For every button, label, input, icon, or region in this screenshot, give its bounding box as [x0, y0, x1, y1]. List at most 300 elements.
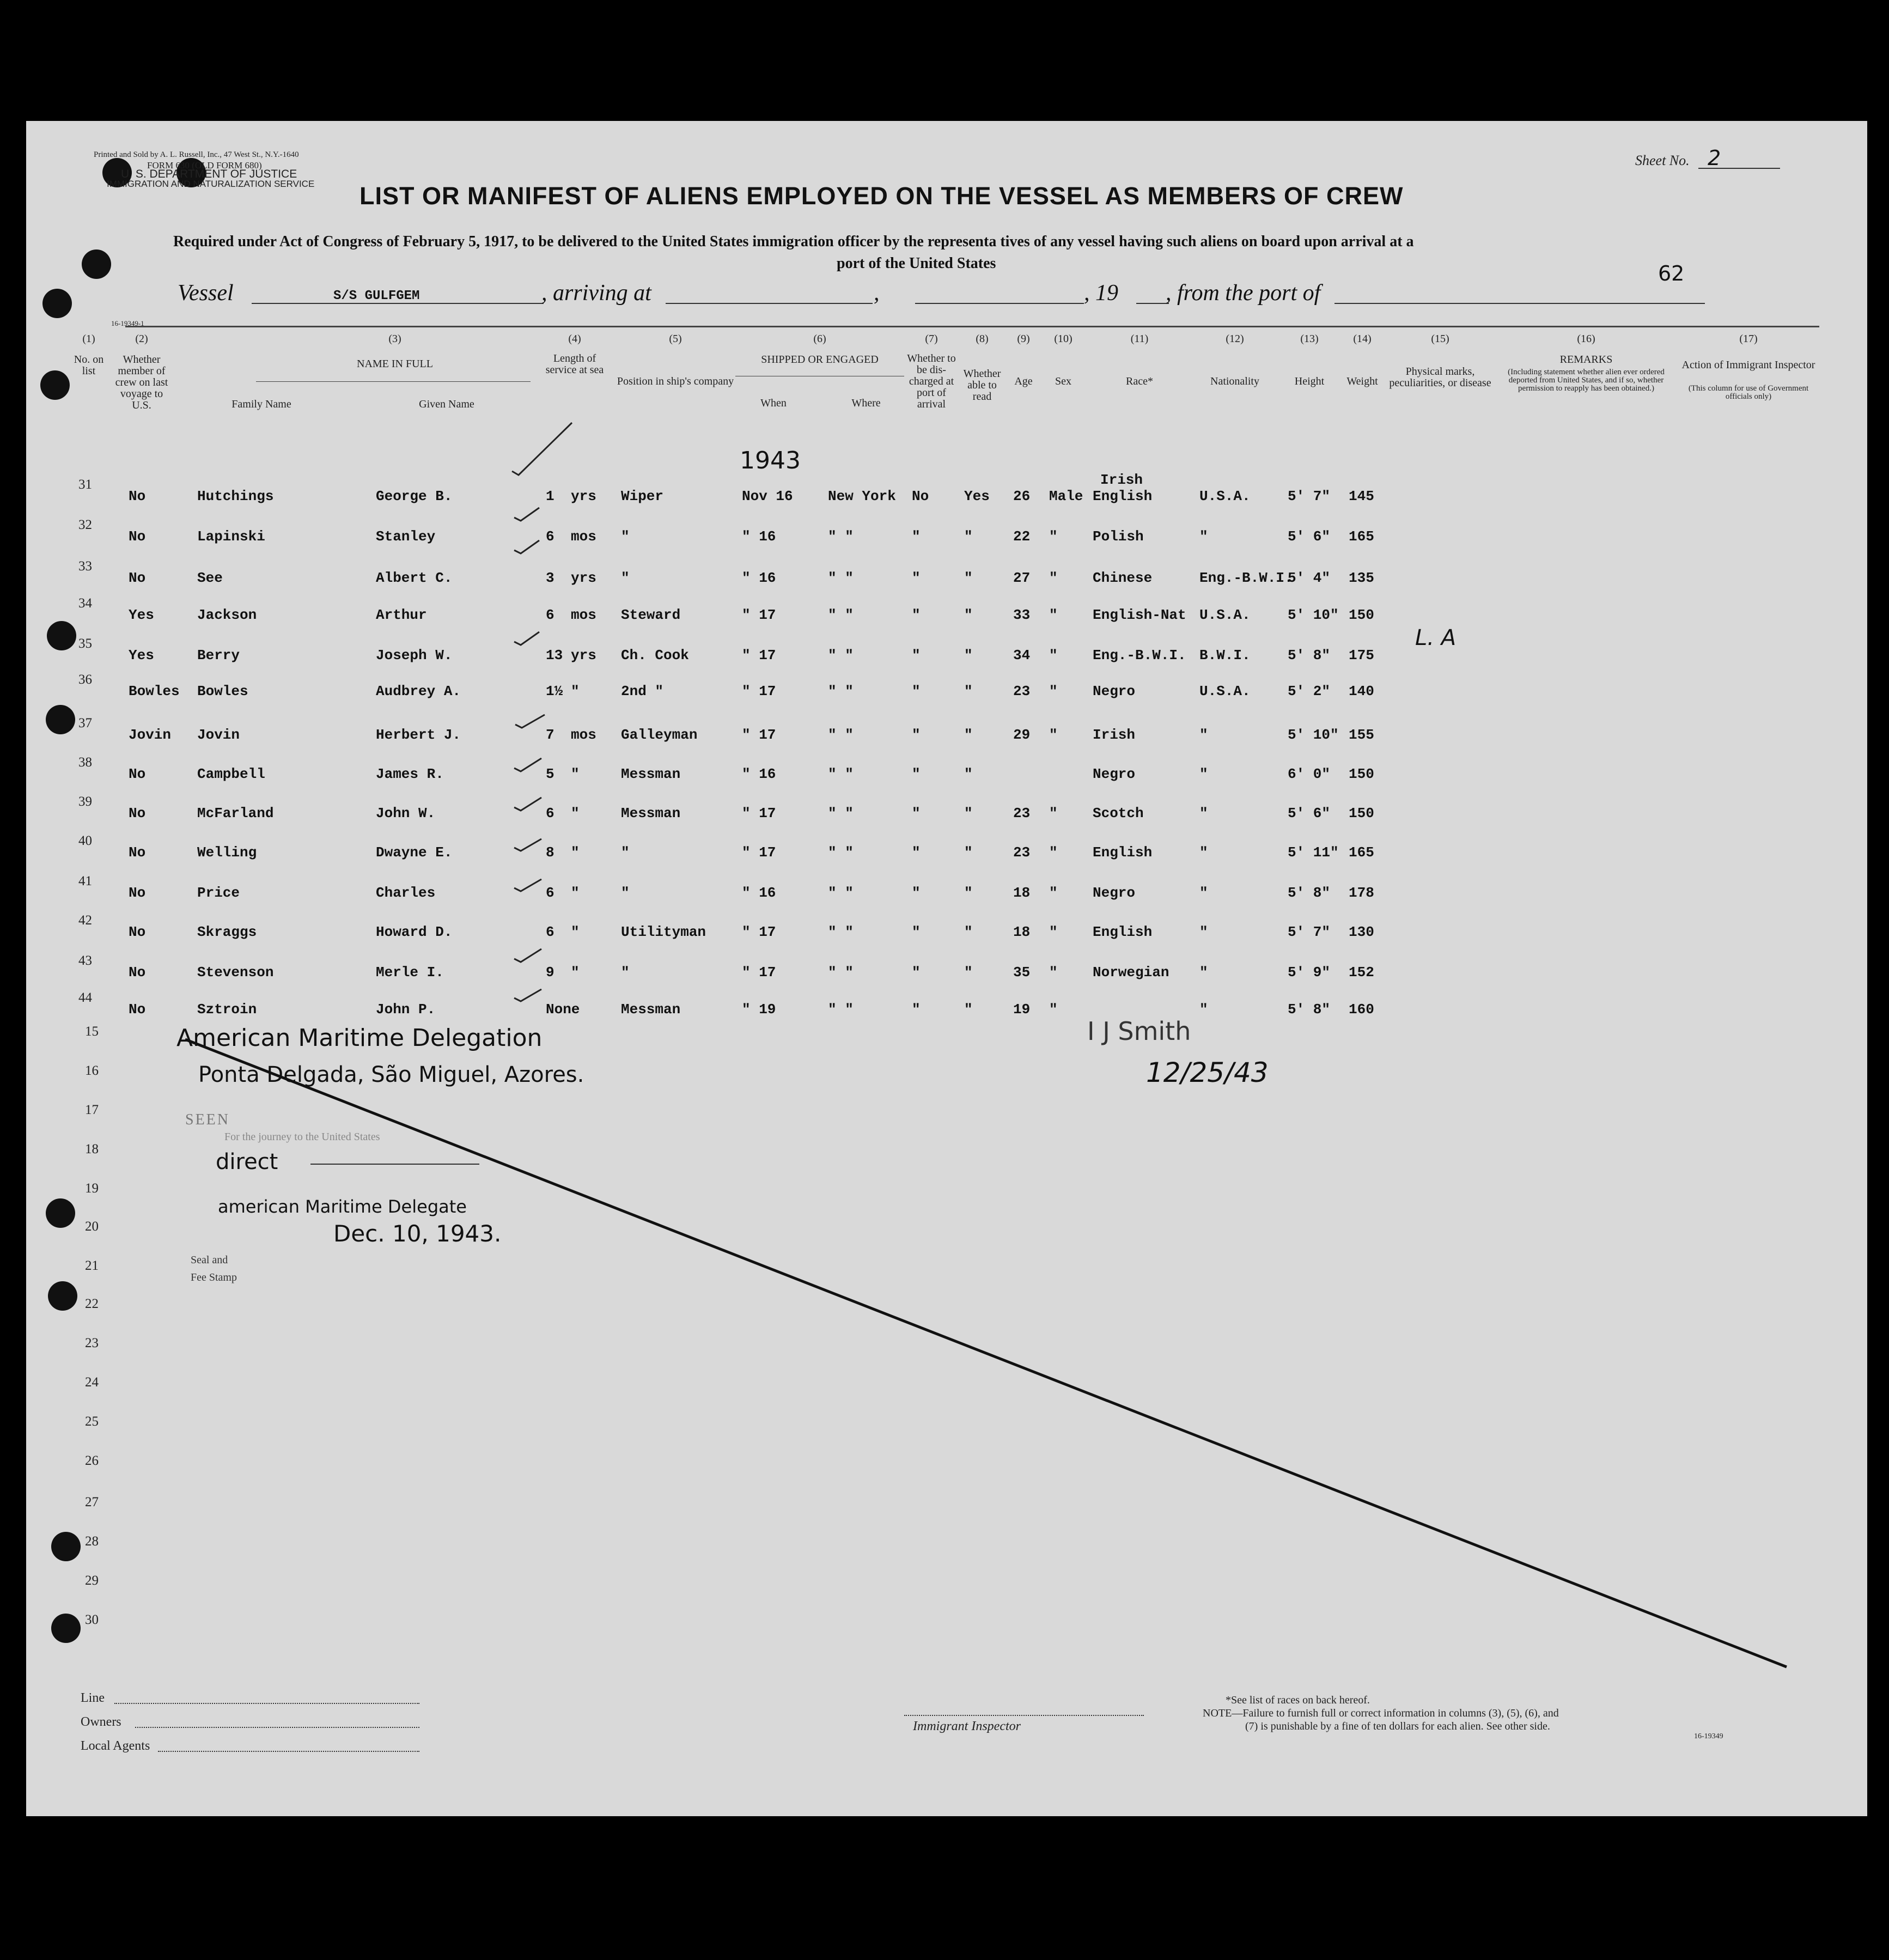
row-where: " ": [828, 885, 854, 901]
row-given: Arthur: [376, 607, 427, 623]
row-prev: No: [129, 844, 146, 861]
column-number: (10): [1054, 333, 1073, 345]
year-handwritten: 1943: [740, 447, 801, 474]
row-age: 23: [1013, 805, 1031, 821]
row-unit: ": [571, 885, 580, 901]
row-sex: ": [1049, 805, 1058, 821]
row-position: Messman: [621, 766, 681, 782]
row-disch: ": [912, 607, 921, 623]
service: IMMIGRATION AND NATURALIZATION SERVICE: [107, 179, 315, 189]
column-header: Age: [1014, 375, 1033, 387]
row-position: Messman: [621, 1001, 681, 1018]
arriving-label: , arriving at: [541, 281, 651, 306]
row-unit: yrs: [571, 647, 596, 664]
row-read: ": [964, 964, 973, 981]
row-no: 37: [78, 716, 92, 731]
row-no: 31: [78, 477, 92, 492]
row-read: ": [964, 766, 973, 782]
row-race: Negro: [1093, 766, 1136, 782]
column-number: (5): [669, 333, 682, 345]
fee-stamp-label: Fee Stamp: [191, 1271, 237, 1283]
row-read: ": [964, 805, 973, 821]
row-weight: 152: [1349, 964, 1374, 981]
column-subheader: (Including statement whether alien ever ordered deported from United States, and if so, whether permission to reapply has been obtained.): [1508, 368, 1665, 393]
row-weight: 165: [1349, 528, 1374, 545]
row-race: Polish: [1093, 528, 1144, 545]
blank-row-number: 27: [85, 1495, 99, 1509]
row-weight: 145: [1349, 488, 1374, 504]
row-position: Steward: [621, 607, 681, 623]
row-unit: yrs: [571, 488, 596, 504]
row-family: Welling: [197, 844, 257, 861]
row-height: 5' 8": [1288, 1001, 1331, 1018]
page-title: LIST OR MANIFEST OF ALIENS EMPLOYED ON THE VESSEL AS MEMBERS OF CREW: [359, 182, 1404, 210]
column-header: Position in ship's company: [617, 375, 734, 387]
year-label: , 19: [1084, 281, 1118, 306]
row-age: 26: [1013, 488, 1031, 504]
stamp-date: Dec. 10, 1943.: [333, 1220, 502, 1247]
row-disch: No: [912, 488, 929, 504]
row-when: " 17: [742, 683, 776, 699]
row-race: English-Nat: [1093, 607, 1186, 623]
row-where: " ": [828, 727, 854, 743]
stamp-line-2: Ponta Delgada, São Miguel, Azores.: [198, 1062, 584, 1087]
column-header: No. on list: [74, 354, 104, 377]
footer-line-label: Line: [81, 1691, 105, 1705]
remark-la: L. A: [1415, 625, 1457, 650]
row-given: Herbert J.: [376, 727, 461, 743]
row-sex: ": [1049, 528, 1058, 545]
row-given: Howard D.: [376, 924, 453, 940]
column-subheader: Family Name: [231, 398, 291, 410]
row-prev: Yes: [129, 647, 154, 664]
row-family: Sztroin: [197, 1001, 257, 1018]
row-age: 35: [1013, 964, 1031, 981]
row-no: 41: [78, 874, 92, 888]
row-no: 38: [78, 755, 92, 770]
row-no: 33: [78, 559, 92, 574]
row-nat: ": [1199, 528, 1208, 545]
row-height: 5' 8": [1288, 647, 1331, 664]
row-prev: No: [129, 924, 146, 940]
seal-label: Seal and: [191, 1254, 228, 1266]
row-read: ": [964, 607, 973, 623]
row-when: Nov 16: [742, 488, 793, 504]
row-unit: ": [571, 964, 580, 981]
blank-row-number: 26: [85, 1453, 99, 1468]
row-no: 35: [78, 636, 92, 651]
column-number: (4): [568, 333, 581, 345]
row-read: ": [964, 1001, 973, 1018]
column-number: (8): [976, 333, 989, 345]
row-family: Berry: [197, 647, 240, 664]
column-number: (11): [1130, 333, 1149, 345]
row-given: John P.: [376, 1001, 436, 1018]
row-family: See: [197, 570, 223, 586]
row-weight: 150: [1349, 607, 1374, 623]
row-height: 5' 8": [1288, 885, 1331, 901]
row-service: 1: [546, 488, 554, 504]
column-number: (17): [1739, 333, 1758, 345]
row-no: 43: [78, 953, 92, 968]
row-race: Scotch: [1093, 805, 1144, 821]
row-disch: ": [912, 727, 921, 743]
row-disch: ": [912, 805, 921, 821]
subtitle-2: port of the United States: [837, 255, 996, 272]
row-nat: ": [1199, 805, 1208, 821]
footer-form-code: 16-19349: [1694, 1732, 1723, 1740]
row-service: 8: [546, 844, 554, 861]
row-unit: mos: [571, 727, 596, 743]
row-age: 23: [1013, 844, 1031, 861]
row-race: Norwegian: [1093, 964, 1169, 981]
race-note: *See list of races on back hereof.: [1226, 1694, 1370, 1706]
row-no: 40: [78, 833, 92, 848]
row-read: ": [964, 528, 973, 545]
row-prev: No: [129, 1001, 146, 1018]
row-where: New York: [828, 488, 896, 504]
seen-label: SEEN: [185, 1111, 230, 1128]
row-no: 34: [78, 596, 92, 611]
row-service: 6: [546, 885, 554, 901]
row-read: ": [964, 844, 973, 861]
row-age: 18: [1013, 924, 1031, 940]
row-sex: ": [1049, 727, 1058, 743]
column-header: Whether able to read: [963, 368, 1001, 403]
blank-row-number: 25: [85, 1414, 99, 1429]
row-given: Charles: [376, 885, 436, 901]
row-disch: ": [912, 885, 921, 901]
row-given: Audbrey A.: [376, 683, 461, 699]
row-age: 23: [1013, 683, 1031, 699]
row-race-top: Irish: [1100, 472, 1143, 488]
department: U. S. DEPARTMENT OF JUSTICE: [121, 168, 297, 180]
row-height: 5' 6": [1288, 528, 1331, 545]
row-position: Ch. Cook: [621, 647, 689, 664]
row-age: 34: [1013, 647, 1031, 664]
row-prev: No: [129, 488, 146, 504]
row-position: ": [621, 570, 630, 586]
row-disch: ": [912, 1001, 921, 1018]
blank-row-number: 28: [85, 1534, 99, 1549]
row-where: " ": [828, 647, 854, 664]
row-family: Price: [197, 885, 240, 901]
row-when: " 17: [742, 727, 776, 743]
from-port-label: , from the port of: [1166, 281, 1321, 306]
row-given: Joseph W.: [376, 647, 453, 664]
column-header: Whether member of crew on last voyage to U.S.: [115, 354, 168, 411]
row-weight: 178: [1349, 885, 1374, 901]
row-service: 13: [546, 647, 563, 664]
row-no: 32: [78, 518, 92, 532]
column-number: (13): [1300, 333, 1319, 345]
footer-agents-rule: [158, 1751, 419, 1752]
row-sex: ": [1049, 683, 1058, 699]
printer-line: Printed and Sold by A. L. Russell, Inc., 47 West St., N.Y.-1640: [94, 150, 299, 159]
row-race: English: [1093, 488, 1153, 504]
row-disch: ": [912, 844, 921, 861]
row-height: 5' 11": [1288, 844, 1339, 861]
row-no: 42: [78, 913, 92, 928]
row-prev: Bowles: [129, 683, 180, 699]
row-nat: ": [1199, 964, 1208, 981]
row-given: Dwayne E.: [376, 844, 453, 861]
row-weight: 160: [1349, 1001, 1374, 1018]
row-position: 2nd ": [621, 683, 664, 699]
row-prev: No: [129, 805, 146, 821]
row-race: Eng.-B.W.I.: [1093, 647, 1186, 664]
row-nat: U.S.A.: [1199, 683, 1251, 699]
row-height: 5' 7": [1288, 924, 1331, 940]
row-position: ": [621, 528, 630, 545]
inspector-initials: I J Smith: [1087, 1016, 1191, 1046]
row-when: " 19: [742, 1001, 776, 1018]
row-when: " 16: [742, 528, 776, 545]
row-prev: No: [129, 528, 146, 545]
row-nat: ": [1199, 727, 1208, 743]
handwritten-number: 62: [1658, 261, 1685, 285]
stamp-line-1: American Maritime Delegation: [176, 1024, 543, 1052]
row-family: Skraggs: [197, 924, 257, 940]
form-line: FORM 630 (OLD FORM 680): [147, 160, 262, 171]
row-prev: No: [129, 766, 146, 782]
row-age: 29: [1013, 727, 1031, 743]
row-family: Bowles: [197, 683, 248, 699]
row-prev: No: [129, 570, 146, 586]
row-read: ": [964, 647, 973, 664]
row-height: 5' 9": [1288, 964, 1331, 981]
row-service: 6: [546, 607, 554, 623]
column-number: (3): [388, 333, 401, 345]
blank-row-number: 23: [85, 1336, 99, 1350]
column-number: (15): [1431, 333, 1449, 345]
row-family: McFarland: [197, 805, 274, 821]
footer-owners-label: Owners: [81, 1715, 121, 1729]
blank-row-number: 18: [85, 1142, 99, 1156]
footer-line-rule: [114, 1703, 419, 1704]
row-nat: B.W.I.: [1199, 647, 1251, 664]
row-family: Hutchings: [197, 488, 274, 504]
blank-row-number: 17: [85, 1103, 99, 1117]
column-number: (12): [1226, 333, 1244, 345]
row-where: " ": [828, 683, 854, 699]
row-disch: ": [912, 766, 921, 782]
row-height: 6' 0": [1288, 766, 1331, 782]
row-unit: ": [571, 766, 580, 782]
column-subheader: Where: [851, 397, 881, 409]
row-where: " ": [828, 1001, 854, 1018]
row-disch: ": [912, 647, 921, 664]
row-sex: ": [1049, 964, 1058, 981]
row-service: 6: [546, 528, 554, 545]
row-race: English: [1093, 844, 1153, 861]
row-sex: ": [1049, 924, 1058, 940]
row-race: Negro: [1093, 683, 1136, 699]
row-when: " 17: [742, 607, 776, 623]
row-when: " 16: [742, 766, 776, 782]
row-family: Stevenson: [197, 964, 274, 981]
row-nat: ": [1199, 1001, 1208, 1018]
row-read: ": [964, 924, 973, 940]
row-no: 36: [78, 672, 92, 687]
row-position: Utilityman: [621, 924, 706, 940]
column-header: Nationality: [1210, 375, 1259, 387]
column-header: Sex: [1055, 375, 1071, 387]
delegate-text: american Maritime Delegate: [218, 1196, 467, 1217]
vessel-label: Vessel: [178, 281, 234, 306]
row-when: " 16: [742, 570, 776, 586]
row-where: " ": [828, 844, 854, 861]
column-number: (9): [1017, 333, 1030, 345]
stamp-journey: For the journey to the United States: [224, 1131, 380, 1143]
row-read: ": [964, 727, 973, 743]
row-nat: ": [1199, 844, 1208, 861]
row-race: Negro: [1093, 885, 1136, 901]
row-nat: Eng.-B.W.I.: [1199, 570, 1293, 586]
row-weight: 150: [1349, 766, 1374, 782]
row-where: " ": [828, 805, 854, 821]
direct-text: direct: [216, 1149, 278, 1174]
row-age: 19: [1013, 1001, 1031, 1018]
row-family: Jackson: [197, 607, 257, 623]
row-when: " 17: [742, 805, 776, 821]
row-unit: ": [571, 683, 580, 699]
row-position: ": [621, 885, 630, 901]
sheet-label: Sheet No.: [1635, 153, 1690, 168]
row-nat: ": [1199, 766, 1208, 782]
row-race: Irish: [1093, 727, 1136, 743]
row-weight: 175: [1349, 647, 1374, 664]
row-service: None: [546, 1001, 580, 1018]
blank-row-number: 15: [85, 1024, 99, 1039]
blank-row-number: 20: [85, 1219, 99, 1234]
row-sex: ": [1049, 570, 1058, 586]
column-header: Height: [1294, 375, 1325, 387]
column-number: (7): [925, 333, 938, 345]
column-subheader: When: [760, 397, 787, 409]
row-sex: Male: [1049, 488, 1083, 504]
row-sex: ": [1049, 647, 1058, 664]
row-read: ": [964, 570, 973, 586]
row-nat: U.S.A.: [1199, 488, 1251, 504]
row-race: English: [1093, 924, 1153, 940]
column-number: (14): [1353, 333, 1372, 345]
row-service: 6: [546, 805, 554, 821]
row-given: Stanley: [376, 528, 436, 545]
vessel-name: S/S GULFGEM: [333, 289, 420, 303]
row-height: 5' 10": [1288, 727, 1339, 743]
column-header: Action of Immigrant Inspector: [1681, 359, 1815, 371]
sheet-number: 2: [1708, 146, 1721, 170]
row-read: ": [964, 885, 973, 901]
row-age: 27: [1013, 570, 1031, 586]
column-header: Physical marks, peculiarities, or disease: [1389, 366, 1491, 389]
row-given: Albert C.: [376, 570, 453, 586]
footer-owners-rule: [135, 1727, 419, 1728]
column-header: NAME IN FULL: [357, 358, 433, 370]
row-weight: 155: [1349, 727, 1374, 743]
row-sex: ": [1049, 607, 1058, 623]
inspector-date: 12/25/43: [1146, 1057, 1269, 1088]
row-when: " 17: [742, 647, 776, 664]
row-where: " ": [828, 924, 854, 940]
row-age: 18: [1013, 885, 1031, 901]
column-header: Length of service at sea: [545, 352, 604, 376]
row-prev: Yes: [129, 607, 154, 623]
blank-row-number: 21: [85, 1258, 99, 1273]
row-when: " 17: [742, 844, 776, 861]
form-code: 16-19349-1: [111, 319, 144, 327]
row-where: " ": [828, 964, 854, 981]
row-family: Lapinski: [197, 528, 265, 545]
row-weight: 140: [1349, 683, 1374, 699]
row-age: 22: [1013, 528, 1031, 545]
row-height: 5' 2": [1288, 683, 1331, 699]
blank-row-number: 22: [85, 1296, 99, 1311]
column-header: Whether to be dis-charged at port of arrival: [907, 352, 956, 410]
row-service: 5: [546, 766, 554, 782]
note-line-2: (7) is punishable by a fine of ten dollars for each alien. See other side.: [1245, 1720, 1550, 1732]
row-where: " ": [828, 570, 854, 586]
row-given: George B.: [376, 488, 453, 504]
row-when: " 16: [742, 885, 776, 901]
column-number: (6): [813, 333, 826, 345]
row-disch: ": [912, 964, 921, 981]
row-sex: ": [1049, 1001, 1058, 1018]
row-prev: Jovin: [129, 727, 172, 743]
row-when: " 17: [742, 924, 776, 940]
row-position: ": [621, 844, 630, 861]
row-service: 1½: [546, 683, 563, 699]
row-prev: No: [129, 885, 146, 901]
row-where: " ": [828, 607, 854, 623]
column-header: REMARKS: [1559, 354, 1613, 366]
column-number: (1): [82, 333, 95, 345]
row-family: Campbell: [197, 766, 265, 782]
row-unit: yrs: [571, 570, 596, 586]
row-height: 5' 7": [1288, 488, 1331, 504]
row-position: Wiper: [621, 488, 664, 504]
row-position: Messman: [621, 805, 681, 821]
row-no: 44: [78, 990, 92, 1005]
column-number: (16): [1577, 333, 1595, 345]
blank-row-number: 29: [85, 1573, 99, 1588]
row-given: Merle I.: [376, 964, 444, 981]
column-header: Race*: [1126, 375, 1153, 387]
blank-row-number: 30: [85, 1612, 99, 1627]
column-header: Weight: [1346, 375, 1378, 387]
row-unit: ": [571, 844, 580, 861]
row-read: ": [964, 683, 973, 699]
column-number: (2): [135, 333, 148, 345]
inspector-label: Immigrant Inspector: [913, 1719, 1021, 1733]
row-disch: ": [912, 528, 921, 545]
row-disch: ": [912, 683, 921, 699]
row-unit: ": [571, 924, 580, 940]
row-race: Chinese: [1093, 570, 1153, 586]
column-subheader: (This column for use of Government officials only): [1688, 384, 1809, 401]
row-given: John W.: [376, 805, 436, 821]
row-weight: 165: [1349, 844, 1374, 861]
footer-agents-label: Local Agents: [81, 1739, 150, 1753]
row-unit: mos: [571, 528, 596, 545]
row-read: Yes: [964, 488, 990, 504]
row-disch: ": [912, 924, 921, 940]
subtitle-1: Required under Act of Congress of February 5, 1917, to be delivered to the United States immigration officer by the representa tives of any vessel having such aliens on board upon arrival at a: [173, 233, 1414, 250]
row-weight: 150: [1349, 805, 1374, 821]
row-nat: ": [1199, 885, 1208, 901]
row-service: 7: [546, 727, 554, 743]
